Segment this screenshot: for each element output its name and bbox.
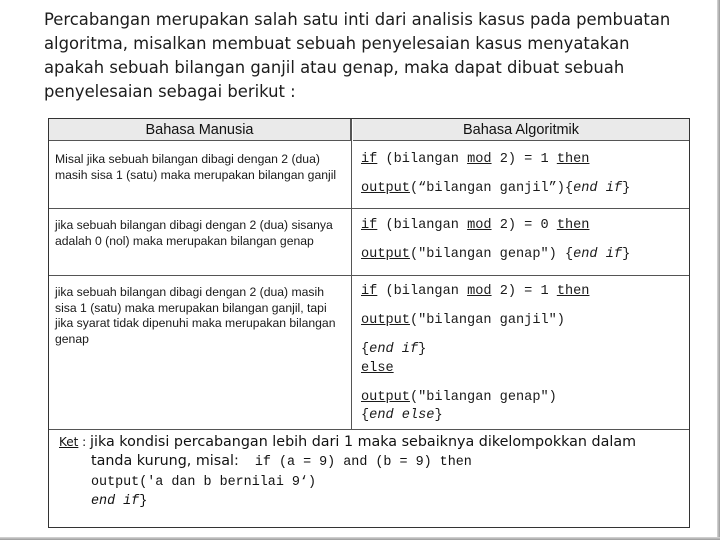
row-1-code-line-1 [361, 152, 589, 167]
keyword-if: if [361, 218, 378, 233]
keyword-else: else [361, 361, 394, 376]
note-line2-code: if (a = 9) and (b = 9) then [238, 455, 472, 470]
row-divider [49, 208, 689, 209]
note-text: jika kondisi percabangan lebih dari 1 maka sebaiknya dikelompokkan dalam [90, 434, 637, 450]
row-3-human-text: jika sebuah bilangan dibagi dengan 2 (dua) masih sisa 1 (satu) maka merupakan bilangan ganjil, tapi jika syarat tidak dipenuhi maka merupakan bilangan genap [55, 285, 336, 346]
code-text: ("bilangan ganjil") [409, 313, 565, 328]
code-text: (bilangan [377, 218, 468, 233]
keyword-end-if: end if [369, 342, 419, 357]
row-3-code-line-3 [361, 342, 426, 357]
code-text: (bilangan [377, 152, 468, 167]
code-text: } [434, 408, 443, 423]
column-divider [351, 119, 352, 429]
intro-paragraph: Percabangan merupakan salah satu inti dari analisis kasus pada pembuatan algoritma, misalkan membuat sebuah penyelesaian kasus menyatakan apakah sebuah bilangan ganjil atau genap, maka dapat dibuat sebuah penyelesaian sebagai berikut : [44, 10, 671, 101]
row-3-code-line-1 [361, 284, 589, 299]
code-text: { [361, 408, 370, 423]
note-key-label: Ket [59, 435, 79, 449]
note-line-1 [59, 431, 636, 453]
keyword-mod: mod [467, 284, 492, 299]
keyword-then: then [556, 152, 590, 167]
row-2-code-line-1 [361, 218, 589, 233]
row-3-code-line-6 [361, 408, 443, 423]
keyword-output: output [361, 313, 410, 328]
keyword-end-else: end else [369, 408, 435, 423]
note-line-4 [91, 494, 147, 509]
code-text: { [361, 342, 370, 357]
keyword-mod: mod [467, 152, 492, 167]
keyword-end-if: end if [573, 181, 623, 196]
code-text: 2) = 1 [491, 284, 557, 299]
algorithm-table [48, 118, 690, 528]
code-text: } [622, 181, 631, 196]
row-1-human-text: Misal jika sebuah bilangan dibagi dengan 2 (dua) masih sisa 1 (satu) maka merupakan bilangan ganjil [55, 152, 337, 182]
keyword-mod: mod [467, 218, 492, 233]
code-text: } [622, 247, 631, 262]
keyword-end-if: end if [91, 494, 140, 509]
keyword-output: output [361, 247, 410, 262]
row-divider [49, 275, 689, 276]
keyword-output: output [361, 390, 410, 405]
code-text: ("bilangan genap") { [409, 247, 574, 262]
header-algorithmic-language: Bahasa Algoritmik [353, 119, 689, 141]
note-line-3: output('a dan b bernilai 9‘) [91, 475, 316, 490]
code-text: (bilangan [377, 284, 468, 299]
code-text: } [418, 342, 427, 357]
keyword-if: if [361, 152, 378, 167]
note-separator: : [78, 435, 91, 449]
keyword-if: if [361, 284, 378, 299]
keyword-output: output [361, 181, 410, 196]
code-text: 2) = 1 [491, 152, 557, 167]
row-3-code-line-4 [361, 361, 394, 376]
code-text: ("bilangan genap") [409, 390, 557, 405]
header-human-language: Bahasa Manusia [49, 119, 351, 141]
code-text: 2) = 0 [491, 218, 557, 233]
keyword-end-if: end if [573, 247, 623, 262]
row-1-code-line-2 [361, 181, 630, 196]
row-divider [49, 429, 689, 430]
note-line2-text: tanda kurung, misal: [91, 453, 239, 469]
code-text: } [139, 494, 148, 509]
note-line-2 [91, 453, 472, 470]
keyword-then: then [556, 218, 590, 233]
row-3-code-line-2 [361, 313, 565, 328]
row-3-code-line-5 [361, 390, 557, 405]
code-text: (“bilangan ganjil”){ [409, 181, 574, 196]
keyword-then: then [556, 284, 590, 299]
row-2-human-text: jika sebuah bilangan dibagi dengan 2 (dua) sisanya adalah 0 (nol) maka merupakan bilangan genap [55, 218, 333, 248]
row-2-code-line-2 [361, 247, 630, 262]
